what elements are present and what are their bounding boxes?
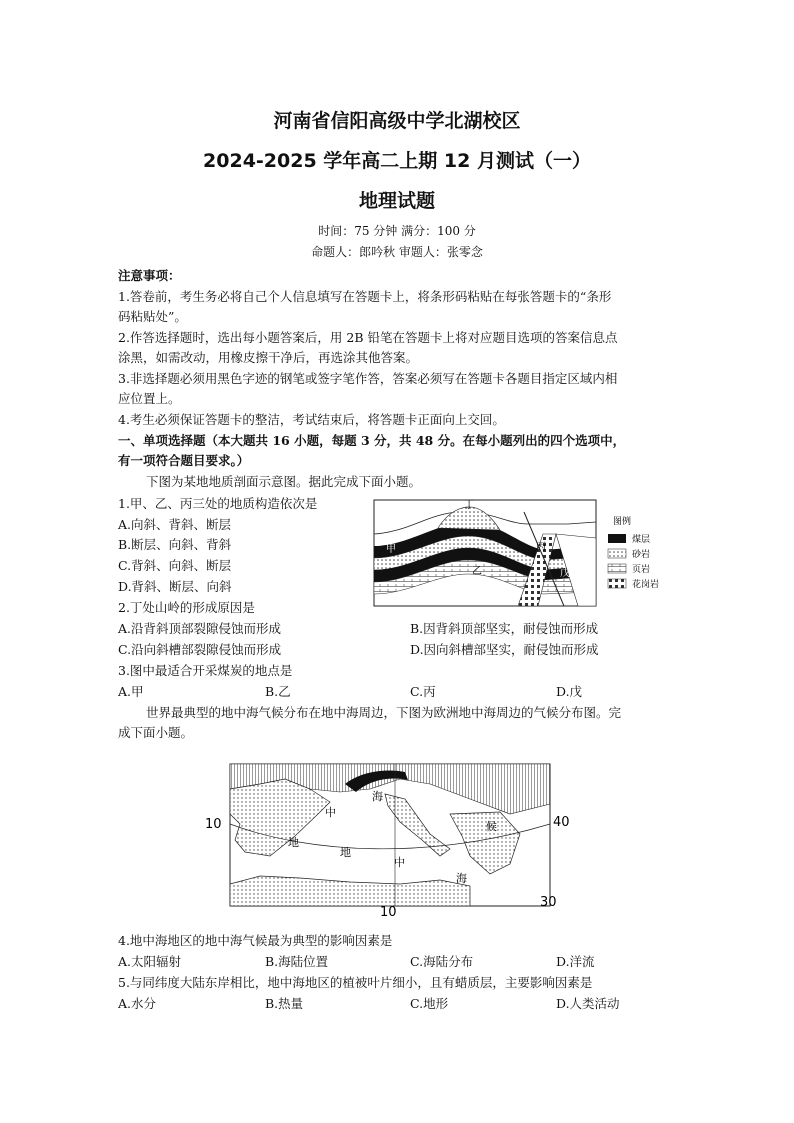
tick-right-40: 40 [553,815,570,830]
legend-sandstone: 砂岩 [632,550,651,560]
map-label-hai1: 海 [372,790,383,803]
legend-swatch-shale [608,564,626,573]
q1-option-d[interactable]: D.背斜、断层、向斜 [118,579,232,594]
label-bing: 丙 [536,542,546,553]
notice-2a: 2.作答选择题时，选出每小题答案后，用 2B 铅笔在答题卡上将对应题目选项的答案信息点 [118,330,618,345]
q2-option-b[interactable]: B.因背斜顶部坚实，耐侵蚀而形成 [410,621,599,636]
q2-stem: 2.丁处山岭的形成原因是 [118,600,255,615]
legend-coal: 煤层 [632,535,651,545]
exam-subject-title: 地理试题 [358,190,435,212]
map-label-zhong1: 中 [325,806,336,819]
map-label-zhong2: 中 [394,856,405,869]
label-wu: 戊 [560,568,570,579]
q1-option-b[interactable]: B.断层、向斜、背斜 [118,537,232,552]
q3-option-b[interactable]: B.乙 [265,684,291,699]
q3-option-c[interactable]: C.丙 [410,684,436,699]
exam-time-line: 时间：75 分钟 满分：100 分 [318,224,476,238]
q2-option-c[interactable]: C.沿向斜槽部裂隙侵蚀而形成 [118,642,282,657]
map-label-hai2: 海 [456,872,467,885]
q5-option-d[interactable]: D.人类活动 [556,996,620,1011]
exam-school-title: 河南省信阳高级中学北湖校区 [273,110,521,132]
notice-1b: 码粘贴处”。 [118,309,187,324]
q2-option-d[interactable]: D.因向斜槽部坚实，耐侵蚀而形成 [410,642,599,657]
label-yi: 乙 [472,566,482,577]
legend-granite: 花岗岩 [632,580,660,590]
legend-swatch-granite [608,579,626,588]
notice-3a: 3.非选择题必须用黑色字迹的钢笔或签字笔作答，答案必须写在答题卡各题目指定区域内相 [118,371,618,386]
label-ding: 丁 [464,500,474,511]
intro-mediterranean-a: 世界最典型的地中海气候分布在地中海周边，下图为欧洲地中海周边的气候分布图。完 [146,705,622,720]
q4-option-d[interactable]: D.洋流 [556,954,595,969]
mediterranean-climate-map [200,744,592,916]
q2-option-a[interactable]: A.沿背斜顶部裂隙侵蚀而形成 [118,621,282,636]
tick-bottom-30: 30 [540,895,557,910]
tick-left-10: 10 [205,817,222,832]
label-jia: 甲 [386,544,396,555]
notice-4: 4.考生必须保证答题卡的整洁，考试结束后，将答题卡正面向上交回。 [118,412,505,427]
q1-option-a[interactable]: A.向斜、背斜、断层 [118,517,232,532]
tick-bottom-10: 10 [380,905,397,916]
q1-option-c[interactable]: C.背斜、向斜、断层 [118,558,232,573]
q3-option-a[interactable]: A.甲 [118,684,144,699]
map-label-di2: 地 [340,846,351,859]
notice-2b: 涂黑，如需改动，用橡皮擦干净后，再选涂其他答案。 [118,350,419,365]
notice-heading: 注意事项： [118,268,181,283]
intro-geology: 下图为某地地质剖面示意图。据此完成下面小题。 [146,474,422,489]
q5-stem: 5.与同纬度大陆东岸相比，地中海地区的植被叶片细小，且有蜡质层，主要影响因素是 [118,975,593,990]
q4-stem: 4.地中海地区的地中海气候最为典型的影响因素是 [118,933,393,948]
section1-line2: 有一项符合题目要求。） [118,453,250,468]
legend-title: 图例 [613,517,632,527]
legend-shale: 页岩 [632,565,651,575]
legend-swatch-coal [608,534,626,543]
notice-1a: 1.答卷前，考生务必将自己个人信息填写在答题卡上，将条形码粘贴在每张答题卡的“条形 [118,289,612,304]
q3-stem: 3.图中最适合开采煤炭的地点是 [118,663,293,678]
notice-3b: 应位置上。 [118,391,181,406]
q4-option-c[interactable]: C.海陆分布 [410,954,474,969]
exam-term-title: 2024-2025 学年高二上期 12 月测试（一） [203,150,591,172]
q3-option-d[interactable]: D.戊 [556,684,583,699]
section1-line1: 一、单项选择题（本大题共 16 小题，每题 3 分，共 48 分。在每小题列出的四个选项中， [118,433,626,448]
exam-authors-line: 命题人：郎吟秋 审题人：张零念 [311,245,483,259]
q1-stem: 1.甲、乙、丙三处的地质构造依次是 [118,496,318,511]
q5-option-a[interactable]: A.水分 [118,996,157,1011]
geology-cross-section [368,494,673,614]
map-label-hou: 候 [486,820,497,833]
q4-option-b[interactable]: B.海陆位置 [265,954,329,969]
intro-mediterranean-b: 成下面小题。 [118,725,194,740]
legend-swatch-sandstone [608,549,626,558]
q4-option-a[interactable]: A.太阳辐射 [118,954,182,969]
q5-option-b[interactable]: B.热量 [265,996,304,1011]
map-label-di1: 地 [288,836,299,849]
q5-option-c[interactable]: C.地形 [410,996,449,1011]
